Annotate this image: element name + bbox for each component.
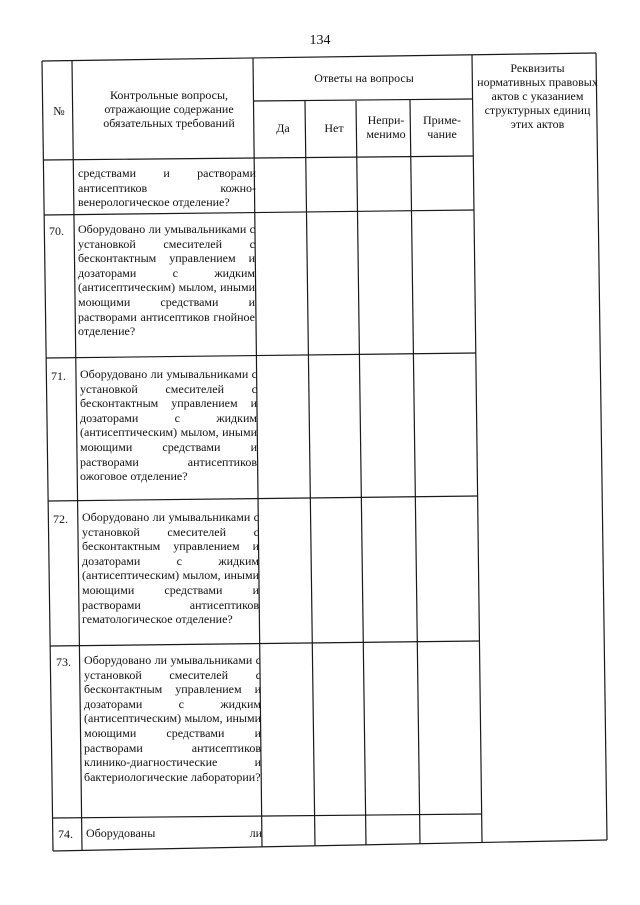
header-questions: Контрольные вопросы, отражающие содержание обязательных требований [103, 88, 235, 130]
row-number: 73. [56, 655, 71, 669]
header-num: № [53, 104, 65, 118]
question-text: Оборудовано ли умывальниками с установкой смесителей с бесконтактным управлением и дозаторами с жидким (антисептическим) мылом, иными моющими средствами и растворами антисептиков ожоговое отделение? [80, 367, 257, 484]
header-na: Непри-менимо [366, 113, 406, 141]
header-yes: Да [276, 121, 290, 135]
question-text: средствами и растворами антисептиков кожно-венерологическое отделение? [78, 166, 256, 210]
header-requisites: Реквизиты нормативных правовых актов с указанием структурных единиц этих актов [477, 61, 598, 131]
row-number: 71. [51, 369, 66, 383]
question-text: Оборудованы ли [86, 826, 262, 840]
header-no: Нет [324, 121, 344, 135]
row-number: 74. [58, 827, 73, 841]
page-number: 134 [309, 33, 331, 48]
row-number: 70. [49, 224, 64, 238]
row-number: 72. [53, 512, 68, 526]
question-text: Оборудовано ли умывальниками с установкой смесителей с бесконтактным управлением и дозаторами с жидким (антисептическим) мылом, иными моющими средствами и растворами антисептиков клинико-диагностические и бактериологические лаборатории? [84, 653, 261, 784]
header-note: Приме-чание [422, 113, 461, 141]
question-text: Оборудовано ли умывальниками с установкой смесителей с бесконтактным управлением и дозаторами с жидким (антисептическим) мылом, иными моющими средствами и растворами антисептиков гнойное отделение? [78, 222, 255, 339]
header-answers: Ответы на вопросы [314, 71, 414, 85]
question-text: Оборудовано ли умывальниками с установкой смесителей с бесконтактным управлением и дозаторами с жидким (антисептическим) мылом, иными моющими средствами и растворами антисептиков гематологическое отделение? [82, 510, 259, 627]
